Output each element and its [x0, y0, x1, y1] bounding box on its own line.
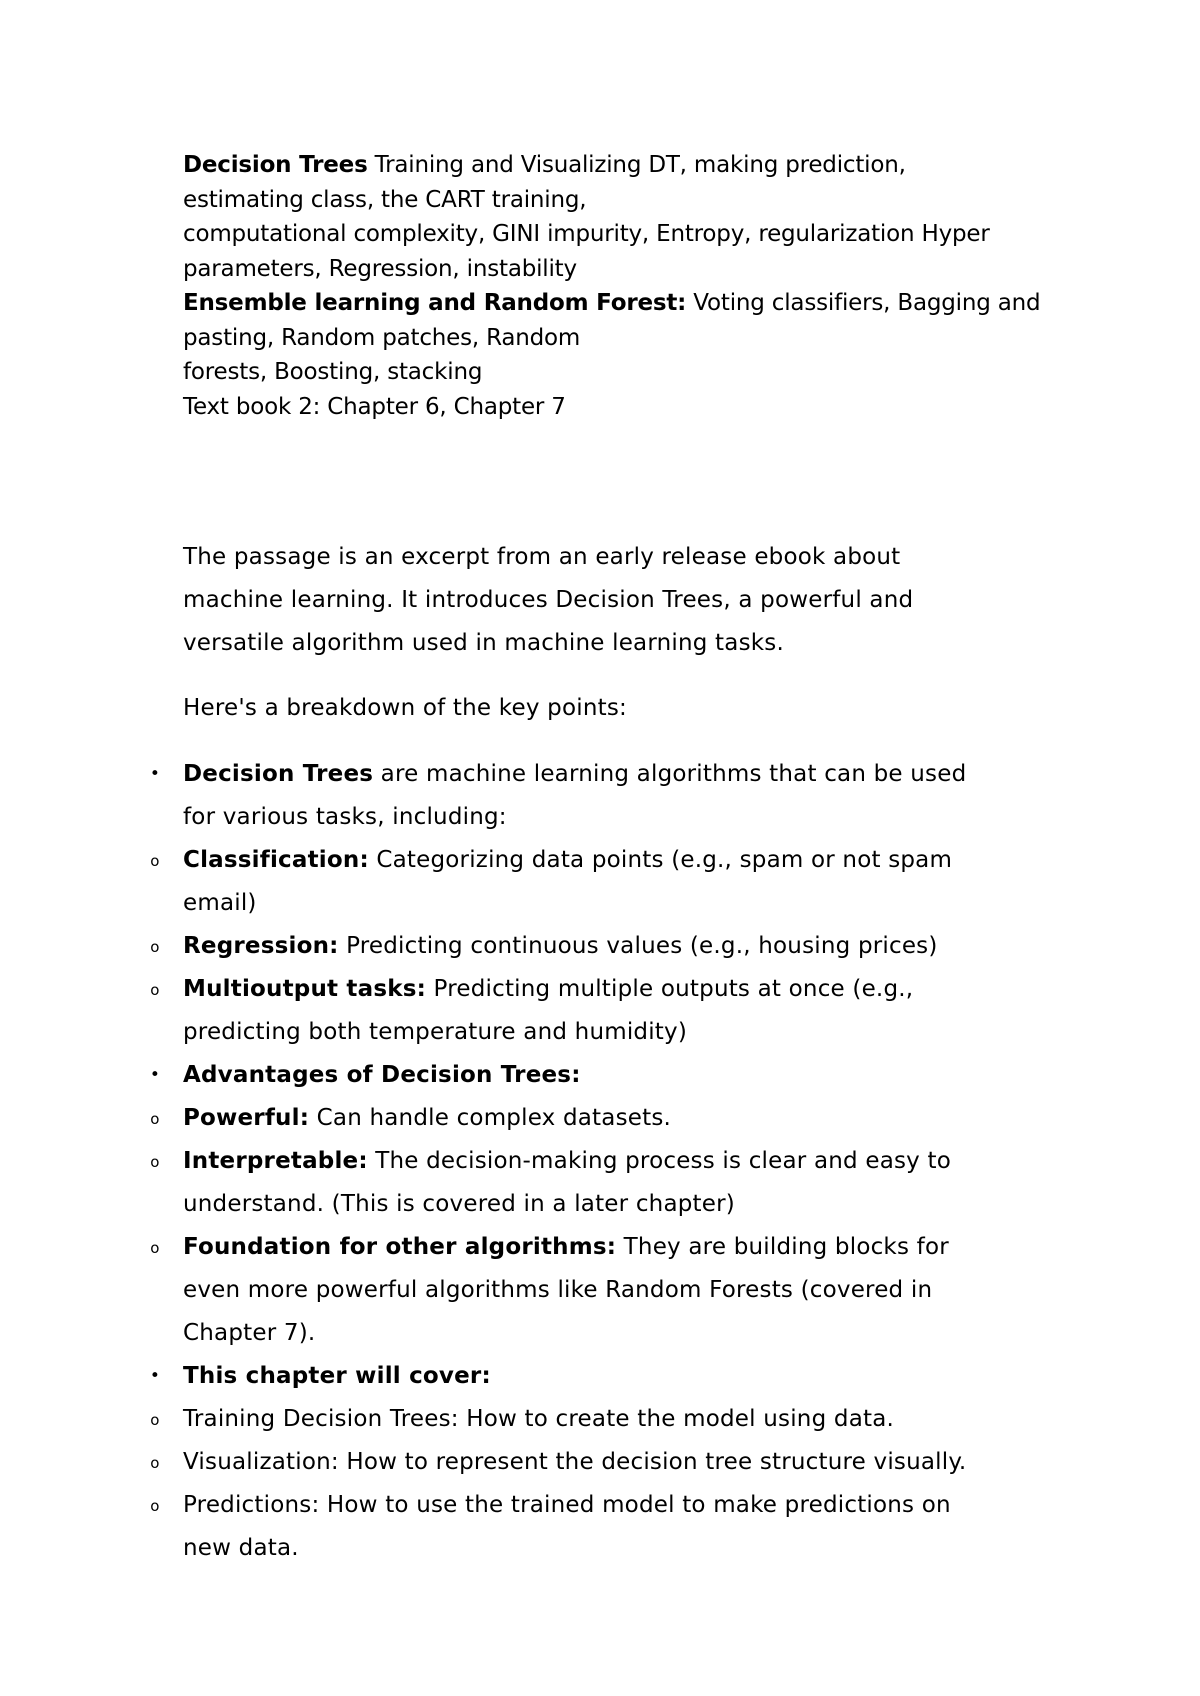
breakdown-intro: Here's a breakdown of the key points: — [183, 695, 627, 721]
bullet-icon: • — [149, 764, 161, 784]
list-item: o Classification: Categorizing data points (e.g., spam or not spam email) — [0, 839, 1200, 925]
list-item: • Decision Trees are machine learning algorithms that can be used for various tasks, including: — [0, 753, 1200, 839]
list-item: o Visualization: How to represent the decision tree structure visually. — [0, 1441, 1200, 1484]
list-item: o Training Decision Trees: How to create the model using data. — [0, 1398, 1200, 1441]
circle-bullet-icon: o — [150, 1411, 160, 1429]
list-item: o Powerful: Can handle complex datasets. — [0, 1097, 1200, 1140]
list-item: o Multioutput tasks: Predicting multiple outputs at once (e.g., predicting both temperature and humidity) — [0, 968, 1200, 1054]
passage-line-3: versatile algorithm used in machine learning tasks. — [183, 630, 784, 656]
list-item: o Regression: Predicting continuous values (e.g., housing prices) — [0, 925, 1200, 968]
key-points-list — [0, 753, 1200, 1570]
circle-bullet-icon: o — [150, 852, 160, 870]
syllabus-line-2: estimating class, the CART training, — [183, 186, 587, 213]
circle-bullet-icon: o — [150, 981, 160, 999]
list-item: • This chapter will cover: — [0, 1355, 1200, 1398]
bullet-icon: • — [149, 1065, 161, 1085]
bullet-icon: • — [149, 1366, 161, 1386]
list-item: o Predictions: How to use the trained model to make predictions on new data. — [0, 1484, 1200, 1570]
syllabus-heading-decision-trees: Decision Trees — [183, 152, 368, 178]
passage-line-2: machine learning. It introduces Decision Trees, a powerful and — [183, 587, 914, 613]
syllabus-line-1: Decision Trees Training and Visualizing DT, making prediction, — [183, 152, 906, 178]
circle-bullet-icon: o — [150, 1454, 160, 1472]
syllabus-line-3: computational complexity, GINI impurity, Entropy, regularization Hyper — [183, 221, 990, 247]
syllabus-line-7: forests, Boosting, stacking — [183, 359, 483, 385]
syllabus-line-4: parameters, Regression, instability — [183, 255, 577, 282]
syllabus-line-8: Text book 2: Chapter 6, Chapter 7 — [183, 393, 566, 420]
syllabus-heading-ensemble: Ensemble learning and Random Forest: — [183, 290, 687, 316]
circle-bullet-icon: o — [150, 1239, 160, 1257]
passage-line-1: The passage is an excerpt from an early release ebook about — [183, 544, 901, 570]
list-item: o Foundation for other algorithms: They are building blocks for even more powerful algorithms like Random Forests (covered in Chapter 7). — [0, 1226, 1200, 1355]
circle-bullet-icon: o — [150, 938, 160, 956]
passage-paragraph — [183, 536, 1043, 665]
list-item: • Advantages of Decision Trees: — [0, 1054, 1200, 1097]
circle-bullet-icon: o — [150, 1153, 160, 1171]
syllabus-line-5: Ensemble learning and Random Forest: Voting classifiers, Bagging and — [183, 290, 1041, 316]
circle-bullet-icon: o — [150, 1110, 160, 1128]
list-item: o Interpretable: The decision-making process is clear and easy to understand. (This is covered in a later chapter) — [0, 1140, 1200, 1226]
circle-bullet-icon: o — [150, 1497, 160, 1515]
syllabus-line-6: pasting, Random patches, Random — [183, 324, 581, 351]
syllabus-block — [183, 148, 1043, 424]
